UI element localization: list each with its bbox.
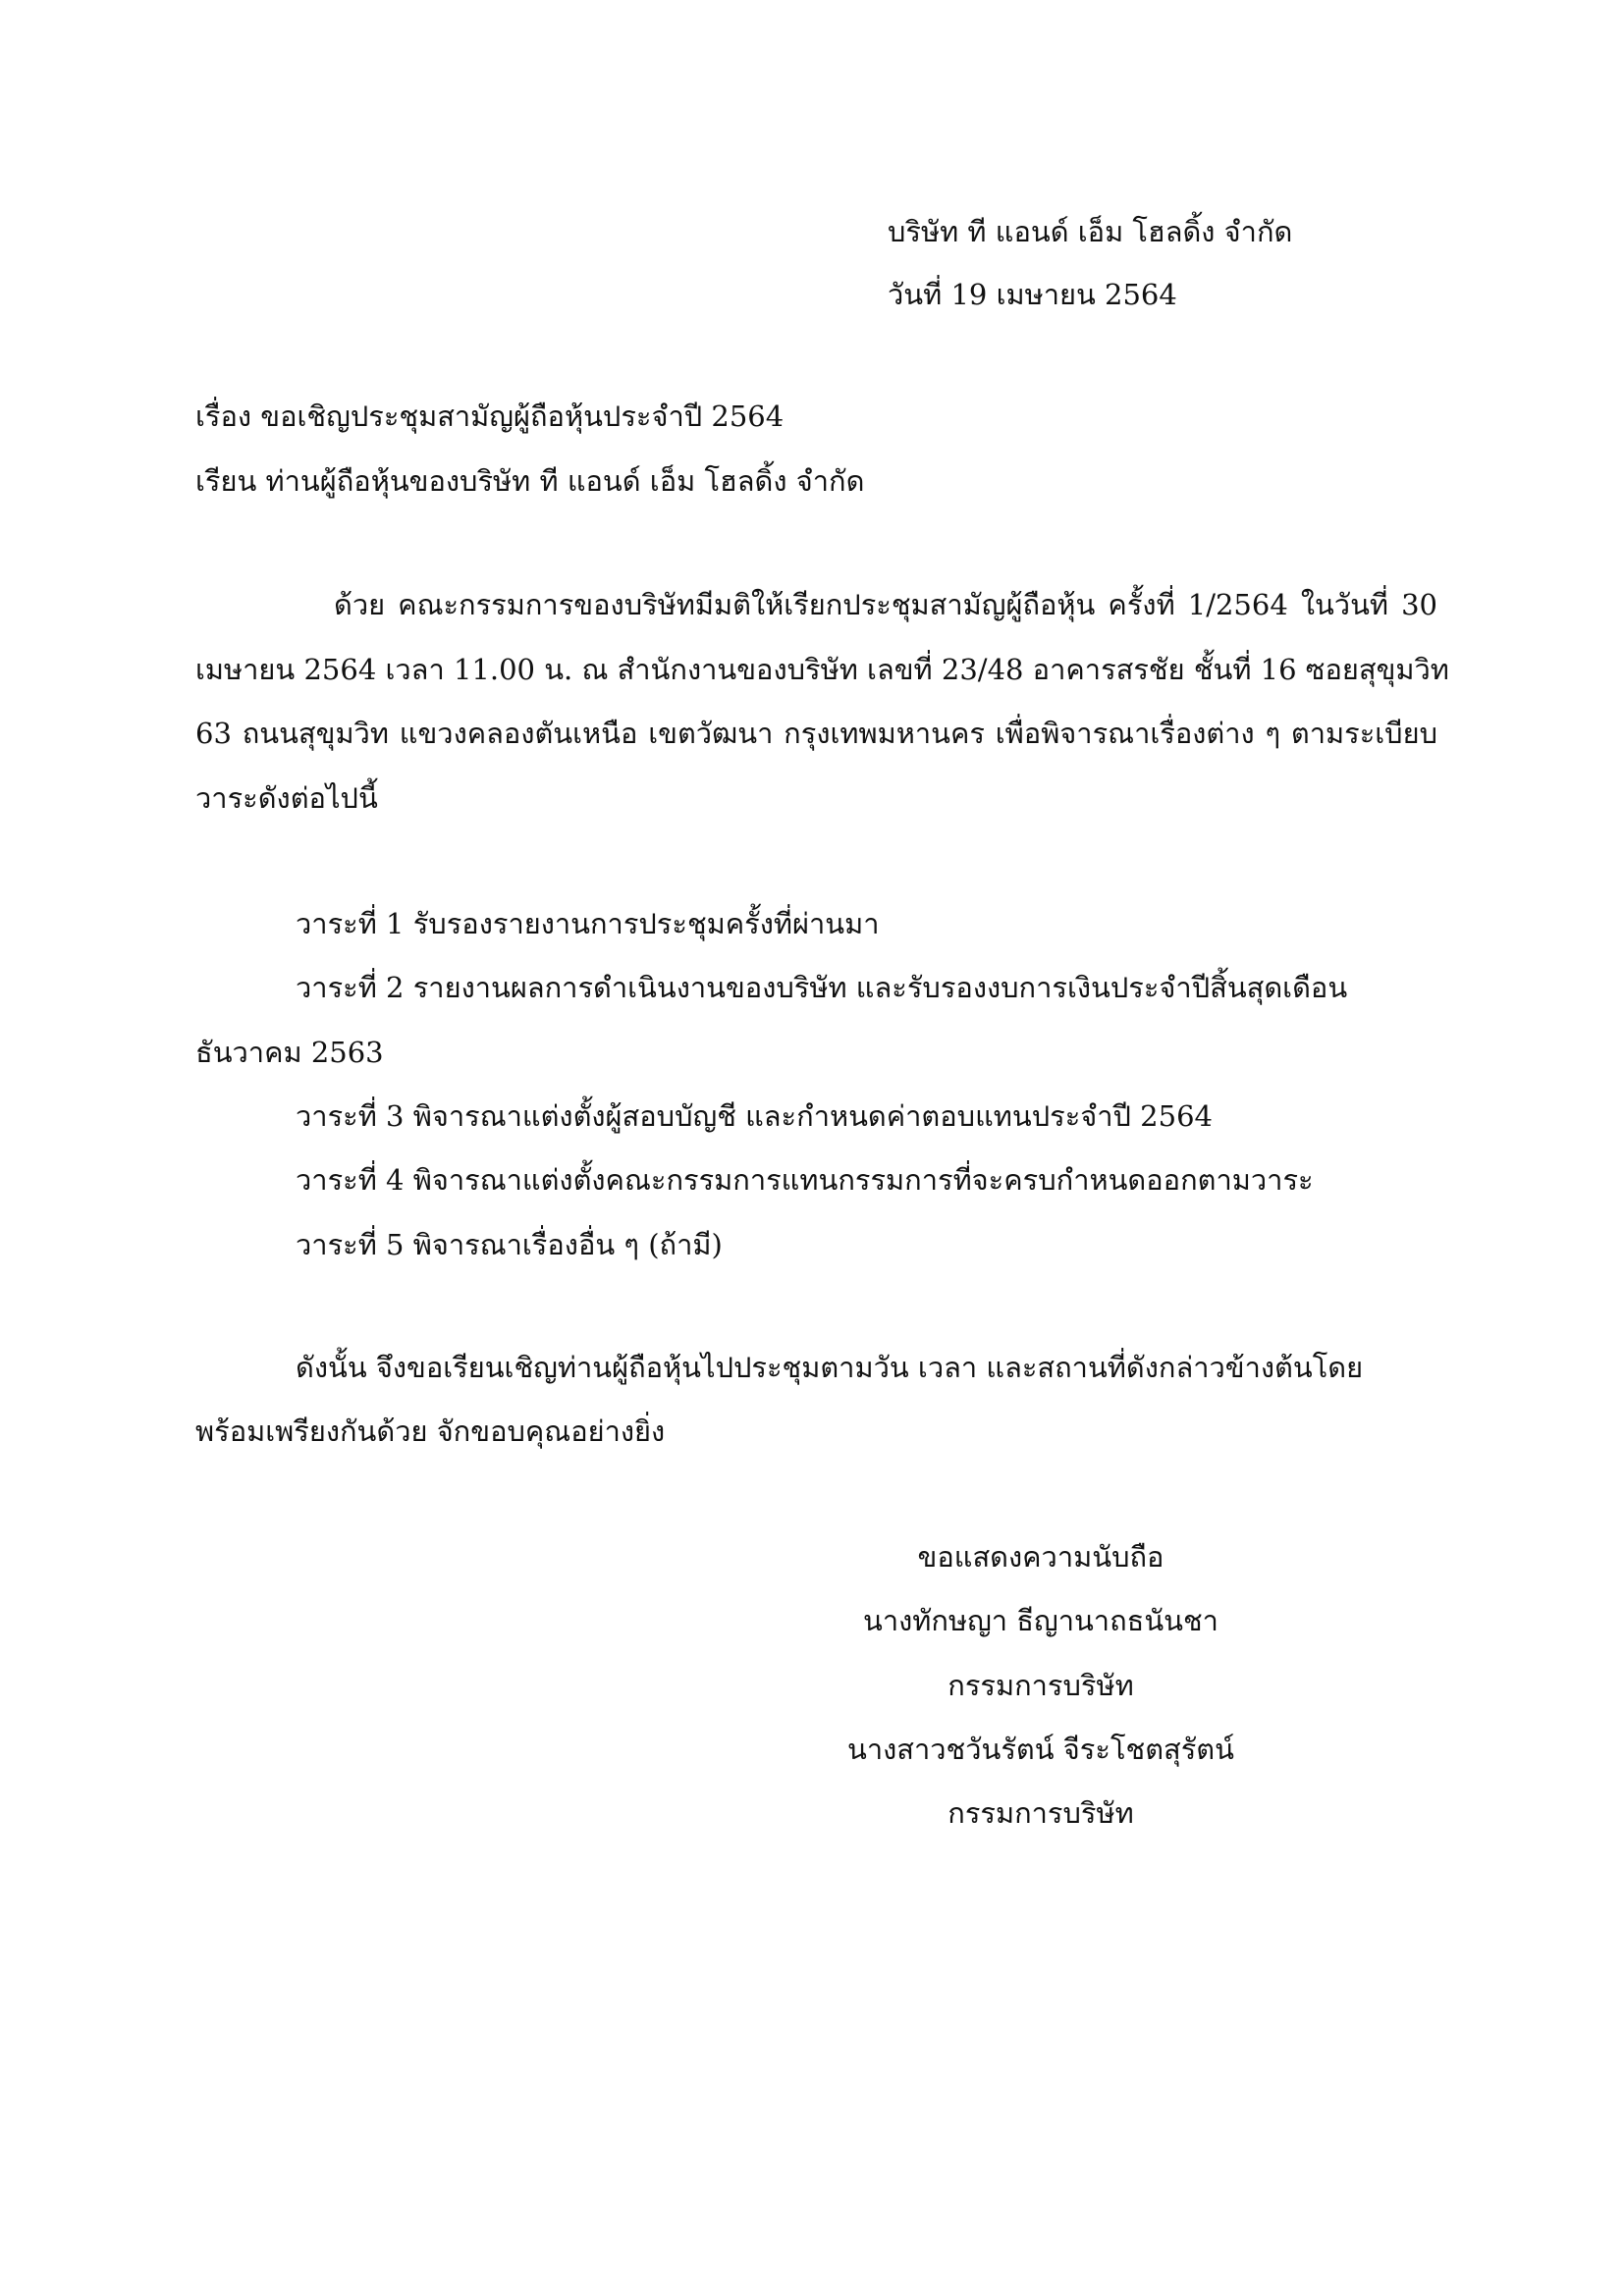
- letter-subject: เรื่อง ขอเชิญประชุมสามัญผู้ถือหุ้นประจำปี 2564: [195, 400, 785, 433]
- intro-line-4: วาระดังต่อไปนี้: [195, 781, 378, 815]
- agenda-item-1: วาระที่ 1 รับรองรายงานการประชุมครั้งที่ผ่านมา: [296, 907, 880, 940]
- intro-line-3: 63 ถนนสุขุมวิท แขวงคลองตันเหนือ เขตวัฒนา กรุงเทพมหานคร เพื่อพิจารณาเรื่องต่าง ๆ ตามระเบียบ: [195, 717, 1437, 750]
- signer-1-name: นางทักษญา ธีญานาถธนันชา: [863, 1604, 1218, 1637]
- letter-date: วันที่ 19 เมษายน 2564: [888, 278, 1177, 311]
- signer-1-title: กรรมการบริษัท: [947, 1669, 1134, 1702]
- salutation: ขอแสดงความนับถือ: [917, 1540, 1164, 1574]
- signer-2-name: นางสาวชวันรัตน์ จีระโชตสุรัตน์: [847, 1733, 1234, 1766]
- signer-2-title: กรรมการบริษัท: [947, 1796, 1134, 1830]
- intro-line-2: เมษายน 2564 เวลา 11.00 น. ณ สำนักงานของบริษัท เลขที่ 23/48 อาคารสรชัย ชั้นที่ 16 ซอยสุขุมวิท: [195, 653, 1449, 686]
- agenda-item-2-cont: ธันวาคม 2563: [195, 1036, 384, 1069]
- closing-line-2: พร้อมเพรียงกันด้วย จักขอบคุณอย่างยิ่ง: [195, 1415, 666, 1448]
- agenda-item-2: วาระที่ 2 รายงานผลการดำเนินงานของบริษัท และรับรองงบการเงินประจำปีสิ้นสุดเดือน: [296, 971, 1348, 1004]
- intro-line-1: ด้วย คณะกรรมการของบริษัทมีมติให้เรียกประชุมสามัญผู้ถือหุ้น ครั้งที่ 1/2564 ในวันที่ 30: [334, 588, 1437, 621]
- company-name: บริษัท ที แอนด์ เอ็ม โฮลดิ้ง จำกัด: [888, 215, 1293, 248]
- closing-line-1: ดังนั้น จึงขอเรียนเชิญท่านผู้ถือหุ้นไปประชุมตามวัน เวลา และสถานที่ดังกล่าวข้างต้นโดย: [296, 1351, 1364, 1384]
- agenda-item-4: วาระที่ 4 พิจารณาแต่งตั้งคณะกรรมการแทนกรรมการที่จะครบกำหนดออกตามวาระ: [296, 1163, 1314, 1197]
- letter-recipient: เรียน ท่านผู้ถือหุ้นของบริษัท ที แอนด์ เอ็ม โฮลดิ้ง จำกัด: [195, 464, 865, 498]
- agenda-item-5: วาระที่ 5 พิจารณาเรื่องอื่น ๆ (ถ้ามี): [296, 1228, 723, 1261]
- agenda-item-3: วาระที่ 3 พิจารณาแต่งตั้งผู้สอบบัญชี และกำหนดค่าตอบแทนประจำปี 2564: [296, 1099, 1213, 1133]
